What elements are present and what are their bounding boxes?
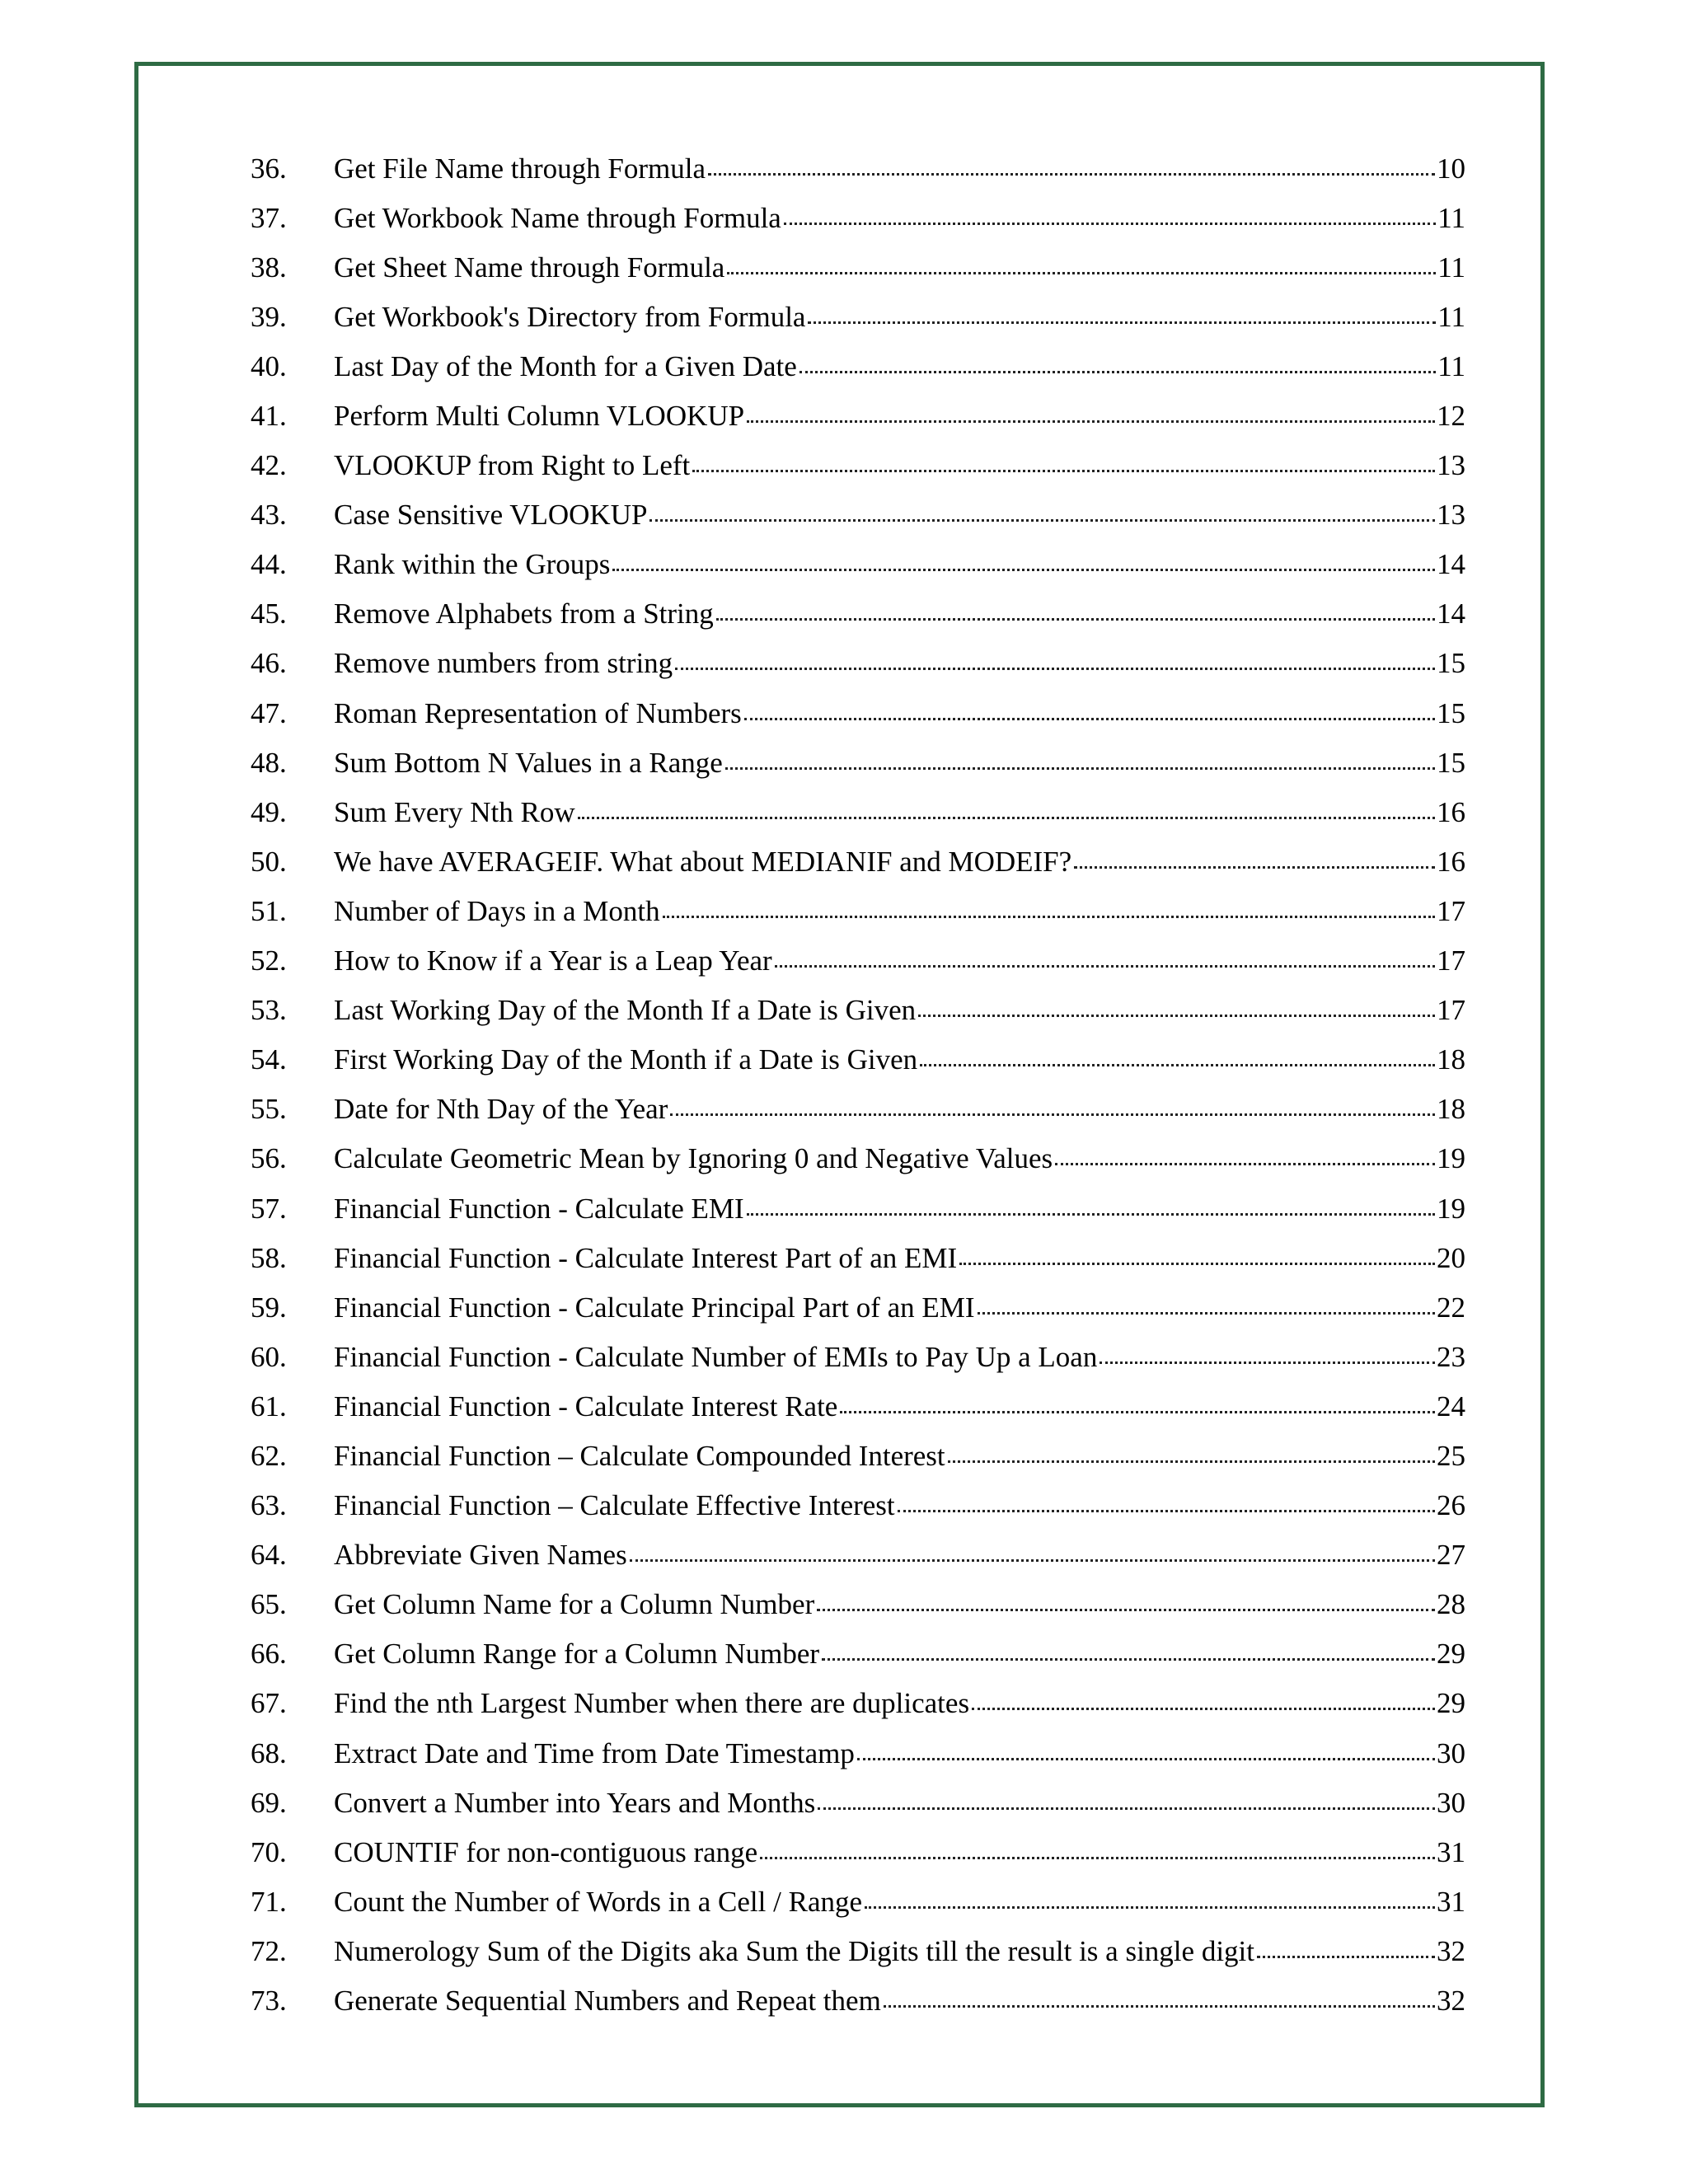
dot-leader <box>784 223 1436 225</box>
toc-entry-line <box>334 499 1465 532</box>
toc-entry-number: 52. <box>251 944 287 977</box>
toc-entry-page-number[interactable]: 20 <box>1437 1241 1465 1274</box>
toc-entry[interactable] <box>0 639 1688 688</box>
toc-entry-title[interactable]: Last Day of the Month for a Given Date <box>334 349 797 382</box>
dot-leader <box>920 1064 1435 1066</box>
toc-entry-line <box>334 1788 1465 1817</box>
dot-leader <box>744 718 1435 720</box>
toc-entry[interactable] <box>0 242 1688 292</box>
toc-entry-line <box>334 253 1465 282</box>
toc-entry-page-number[interactable]: 22 <box>1437 1291 1465 1324</box>
toc-entry-title[interactable]: Get Workbook's Directory from Formula <box>334 300 806 333</box>
toc-entry[interactable] <box>0 1183 1688 1233</box>
toc-entry[interactable] <box>0 1530 1688 1580</box>
toc-entry-title[interactable]: Financial Function - Calculate Interest Rate <box>334 1390 838 1422</box>
toc-entry-line <box>334 302 1465 331</box>
dot-leader <box>708 173 1435 176</box>
toc-entry-page-number[interactable]: 26 <box>1437 1489 1465 1522</box>
toc-entry-title[interactable]: Sum Every Nth Row <box>334 795 575 828</box>
toc-entry-page-number[interactable]: 28 <box>1437 1588 1465 1621</box>
toc-entry-line <box>334 696 1465 729</box>
toc-entry-page-number[interactable]: 11 <box>1437 349 1465 382</box>
toc-entry-number: 39. <box>251 300 287 333</box>
toc-entry-number: 62. <box>251 1439 287 1472</box>
dot-leader <box>1100 1361 1435 1364</box>
toc-entry-line <box>334 1985 1465 2018</box>
toc-entry-number: 47. <box>251 696 287 729</box>
toc-entry-page-number[interactable]: 13 <box>1437 449 1465 482</box>
toc-entry[interactable] <box>0 193 1688 242</box>
toc-entry-page-number[interactable]: 18 <box>1437 1093 1465 1126</box>
toc-entry-title[interactable]: Abbreviate Given Names <box>334 1539 627 1572</box>
toc-entry[interactable] <box>0 1085 1688 1134</box>
toc-entry-line <box>334 1144 1465 1173</box>
toc-entry-number: 45. <box>251 598 287 630</box>
toc-entry[interactable] <box>0 490 1688 540</box>
toc-entry-title[interactable]: Remove Alphabets from a String <box>334 598 714 630</box>
toc-entry-line <box>334 1689 1465 1718</box>
toc-entry-line <box>334 400 1465 433</box>
toc-entry-title[interactable]: Financial Function – Calculate Compounded Interest <box>334 1439 945 1472</box>
toc-entry-title[interactable]: Rank within the Groups <box>334 548 611 581</box>
toc-entry-page-number[interactable]: 14 <box>1437 548 1465 581</box>
toc-entry-page-number[interactable]: 19 <box>1437 1142 1465 1175</box>
toc-entry-line <box>334 1638 1465 1671</box>
toc-entry-page-number[interactable]: 31 <box>1437 1835 1465 1868</box>
toc-entry-page-number[interactable]: 17 <box>1437 894 1465 927</box>
toc-entry-page-number[interactable]: 25 <box>1437 1439 1465 1472</box>
dot-leader <box>959 1263 1435 1265</box>
toc-entry-line <box>334 1194 1465 1223</box>
toc-entry-number: 41. <box>251 400 287 433</box>
toc-entry-line <box>334 894 1465 927</box>
toc-entry-number: 37. <box>251 201 287 234</box>
toc-entry[interactable] <box>0 441 1688 490</box>
toc-entry-number: 72. <box>251 1934 287 1967</box>
toc-entry-title[interactable]: We have AVERAGEIF. What about MEDIANIF and MODEIF? <box>334 845 1072 878</box>
dot-leader <box>884 2005 1435 2008</box>
toc-entry-line <box>334 994 1465 1027</box>
toc-entry-title[interactable]: Calculate Geometric Mean by Ignoring 0 and Negative Values <box>334 1142 1053 1175</box>
dot-leader <box>760 1857 1435 1859</box>
dot-leader <box>692 470 1435 472</box>
dot-leader <box>799 371 1437 373</box>
dot-leader <box>898 1510 1435 1512</box>
toc-entry-page-number[interactable]: 32 <box>1437 1934 1465 1967</box>
toc-entry[interactable] <box>0 1629 1688 1679</box>
toc-entry-number: 70. <box>251 1835 287 1868</box>
toc-entry-title[interactable]: Get Column Range for a Column Number <box>334 1638 820 1671</box>
dot-leader <box>918 1015 1435 1017</box>
toc-entry-number: 71. <box>251 1885 287 1918</box>
toc-entry-title[interactable]: Find the nth Largest Number when there are duplicates <box>334 1687 970 1720</box>
dot-leader <box>948 1460 1435 1463</box>
toc-entry[interactable] <box>0 1134 1688 1183</box>
toc-entry-line <box>334 1590 1465 1619</box>
toc-entry-title[interactable]: Number of Days in a Month <box>334 894 660 927</box>
dot-leader <box>818 1807 1435 1810</box>
toc-entry[interactable] <box>0 391 1688 440</box>
toc-entry-title[interactable]: First Working Day of the Month if a Date is Given <box>334 1043 918 1076</box>
dot-leader <box>840 1411 1435 1413</box>
toc-entry-title[interactable]: Get Column Name for a Column Number <box>334 1588 815 1621</box>
toc-entry-number: 40. <box>251 349 287 382</box>
dot-leader <box>775 965 1435 968</box>
toc-entry-page-number[interactable]: 23 <box>1437 1340 1465 1373</box>
toc-entry[interactable] <box>0 787 1688 837</box>
toc-entry-page-number[interactable]: 30 <box>1437 1736 1465 1769</box>
toc-entry-number: 66. <box>251 1638 287 1671</box>
toc-entry-number: 58. <box>251 1241 287 1274</box>
toc-entry-title[interactable]: Financial Function - Calculate Number of EMIs to Pay Up a Loan <box>334 1340 1098 1373</box>
toc-entry-page-number[interactable]: 24 <box>1437 1390 1465 1422</box>
toc-entry[interactable] <box>0 1381 1688 1431</box>
dot-leader <box>727 272 1436 274</box>
toc-entry-title[interactable]: Perform Multi Column VLOOKUP <box>334 400 745 433</box>
toc-entry[interactable] <box>0 292 1688 341</box>
toc-entry-line <box>334 1835 1465 1868</box>
toc-entry-page-number[interactable]: 15 <box>1437 647 1465 680</box>
toc-entry-line <box>334 847 1465 876</box>
toc-entry-number: 46. <box>251 647 287 680</box>
toc-entry-line <box>334 599 1465 628</box>
toc-entry-number: 43. <box>251 499 287 532</box>
toc-entry[interactable] <box>0 1926 1688 1975</box>
toc-entry-title[interactable]: Get Workbook Name through Formula <box>334 201 781 234</box>
toc-entry-page-number[interactable]: 16 <box>1437 845 1465 878</box>
toc-entry-number: 57. <box>251 1192 287 1225</box>
toc-entry-title[interactable]: Financial Function - Calculate Principal Part of an EMI <box>334 1291 975 1324</box>
toc-entry-line <box>334 349 1465 382</box>
toc-entry-number: 44. <box>251 548 287 581</box>
toc-entry-title[interactable]: Last Working Day of the Month If a Date is Given <box>334 994 917 1027</box>
dot-leader <box>725 767 1435 770</box>
dot-leader <box>747 1213 1435 1216</box>
toc-entry-title[interactable]: Financial Function - Calculate EMI <box>334 1192 744 1225</box>
toc-entry-page-number[interactable]: 17 <box>1437 944 1465 977</box>
toc-entry-page-number[interactable]: 29 <box>1437 1687 1465 1720</box>
dot-leader <box>817 1609 1435 1611</box>
toc-entry-page-number[interactable]: 14 <box>1437 598 1465 630</box>
toc-entry-number: 60. <box>251 1340 287 1373</box>
toc-entry-title[interactable]: How to Know if a Year is a Leap Year <box>334 944 772 977</box>
toc-entry[interactable] <box>0 589 1688 639</box>
toc-entry-line <box>334 946 1465 975</box>
toc-entry-number: 61. <box>251 1390 287 1422</box>
dot-leader <box>630 1559 1435 1562</box>
toc-entry[interactable] <box>0 688 1688 738</box>
dot-leader <box>578 817 1435 819</box>
toc-entry-page-number[interactable]: 17 <box>1437 994 1465 1027</box>
toc-entry[interactable] <box>0 738 1688 787</box>
toc-entry-line <box>334 154 1465 183</box>
toc-entry-line <box>334 1392 1465 1421</box>
toc-entry[interactable] <box>0 1332 1688 1381</box>
toc-entry[interactable] <box>0 1282 1688 1332</box>
toc-entry-page-number[interactable]: 16 <box>1437 795 1465 828</box>
toc-entry-page-number[interactable]: 15 <box>1437 696 1465 729</box>
toc-entry-title[interactable]: COUNTIF for non-contiguous range <box>334 1835 758 1868</box>
toc-entry[interactable] <box>0 986 1688 1035</box>
toc-entry[interactable] <box>0 1035 1688 1085</box>
toc-entry-page-number[interactable]: 11 <box>1437 251 1465 284</box>
toc-entry-page-number[interactable]: 11 <box>1437 201 1465 234</box>
toc-entry-line <box>334 1887 1465 1916</box>
toc-entry-title[interactable]: Case Sensitive VLOOKUP <box>334 499 648 532</box>
toc-entry[interactable] <box>0 1728 1688 1778</box>
toc-entry-line <box>334 1093 1465 1126</box>
toc-entry-page-number[interactable]: 13 <box>1437 499 1465 532</box>
dot-leader <box>612 569 1435 571</box>
toc-entry[interactable] <box>0 936 1688 986</box>
toc-entry-line <box>334 1736 1465 1769</box>
toc-entry-number: 56. <box>251 1142 287 1175</box>
toc-entry-line <box>334 1491 1465 1520</box>
toc-entry-number: 48. <box>251 746 287 779</box>
dot-leader <box>663 916 1435 918</box>
toc-entry-page-number[interactable]: 32 <box>1437 1985 1465 2018</box>
toc-entry-line <box>334 1045 1465 1074</box>
toc-entry-line <box>334 1293 1465 1322</box>
dot-leader <box>808 321 1436 324</box>
dot-leader <box>865 1906 1435 1909</box>
toc-entry[interactable] <box>0 1431 1688 1480</box>
toc-entry-page-number[interactable]: 11 <box>1437 300 1465 333</box>
toc-entry-number: 63. <box>251 1489 287 1522</box>
dot-leader <box>675 668 1435 670</box>
toc-entry-title[interactable]: Count the Number of Words in a Cell / Range <box>334 1885 863 1918</box>
toc-entry-line <box>334 795 1465 828</box>
toc-entry-number: 38. <box>251 251 287 284</box>
toc-entry-title[interactable]: Roman Representation of Numbers <box>334 696 742 729</box>
toc-entry-number: 36. <box>251 152 287 185</box>
toc-entry[interactable] <box>0 837 1688 886</box>
toc-entry-title[interactable]: VLOOKUP from Right to Left <box>334 449 691 482</box>
dot-leader <box>716 618 1435 621</box>
toc-entry-number: 69. <box>251 1786 287 1819</box>
toc-entry-number: 49. <box>251 795 287 828</box>
toc-entry-number: 59. <box>251 1291 287 1324</box>
toc-entry-number: 51. <box>251 894 287 927</box>
dot-leader <box>1055 1163 1435 1165</box>
toc-entry-title[interactable]: Get File Name through Formula <box>334 152 706 185</box>
toc-entry-number: 50. <box>251 845 287 878</box>
toc-entry-number: 64. <box>251 1539 287 1572</box>
toc-entry-line <box>334 1241 1465 1274</box>
toc-entry-title[interactable]: Financial Function - Calculate Interest Part of an EMI <box>334 1241 958 1274</box>
toc-entry-number: 73. <box>251 1985 287 2018</box>
toc-entry[interactable] <box>0 1679 1688 1728</box>
toc-entry-number: 68. <box>251 1736 287 1769</box>
toc-entry[interactable] <box>0 540 1688 589</box>
dot-leader <box>978 1312 1435 1315</box>
toc-entry-number: 54. <box>251 1043 287 1076</box>
toc-entry-page-number[interactable]: 15 <box>1437 746 1465 779</box>
toc-entry-number: 67. <box>251 1687 287 1720</box>
toc-entry-title[interactable]: Date for Nth Day of the Year <box>334 1093 668 1126</box>
toc-entry-page-number[interactable]: 10 <box>1437 152 1465 185</box>
toc-entry-line <box>334 748 1465 777</box>
table-of-contents <box>0 143 1688 2026</box>
toc-entry-page-number[interactable]: 12 <box>1437 400 1465 433</box>
toc-entry-number: 53. <box>251 994 287 1027</box>
toc-entry[interactable] <box>0 341 1688 391</box>
dot-leader <box>822 1658 1435 1661</box>
toc-entry-title[interactable]: Convert a Number into Years and Months <box>334 1786 816 1819</box>
toc-entry-title[interactable]: Get Sheet Name through Formula <box>334 251 725 284</box>
dot-leader <box>857 1758 1435 1760</box>
toc-entry-page-number[interactable]: 30 <box>1437 1786 1465 1819</box>
toc-entry[interactable] <box>0 1877 1688 1926</box>
toc-entry-title[interactable]: Numerology Sum of the Digits aka Sum the Digits till the result is a single digit <box>334 1934 1254 1967</box>
dot-leader <box>1257 1956 1435 1958</box>
toc-entry-line <box>334 1441 1465 1470</box>
toc-entry-line <box>334 550 1465 579</box>
toc-entry-line <box>334 451 1465 480</box>
toc-entry[interactable] <box>0 143 1688 193</box>
dot-leader <box>972 1708 1435 1710</box>
toc-entry-title[interactable]: Extract Date and Time from Date Timestamp <box>334 1736 855 1769</box>
toc-entry-page-number[interactable]: 27 <box>1437 1539 1465 1572</box>
toc-entry-line <box>334 1340 1465 1373</box>
toc-entry-number: 65. <box>251 1588 287 1621</box>
toc-entry-number: 42. <box>251 449 287 482</box>
toc-entry-line <box>334 201 1465 234</box>
toc-entry[interactable] <box>0 1481 1688 1530</box>
toc-entry-page-number[interactable]: 19 <box>1437 1192 1465 1225</box>
toc-entry-number: 55. <box>251 1093 287 1126</box>
toc-entry[interactable] <box>0 1827 1688 1877</box>
dot-leader <box>747 420 1435 423</box>
dot-leader <box>649 519 1435 522</box>
dot-leader <box>670 1113 1435 1116</box>
dot-leader <box>1074 866 1435 869</box>
toc-entry-title[interactable]: Financial Function – Calculate Effective Interest <box>334 1489 895 1522</box>
toc-entry-title[interactable]: Sum Bottom N Values in a Range <box>334 746 723 779</box>
toc-entry-line <box>334 1539 1465 1572</box>
toc-entry-page-number[interactable]: 18 <box>1437 1043 1465 1076</box>
toc-entry[interactable] <box>0 1233 1688 1282</box>
toc-entry-line <box>334 647 1465 680</box>
toc-entry-line <box>334 1934 1465 1967</box>
toc-entry[interactable] <box>0 1975 1688 2025</box>
toc-entry[interactable] <box>0 1580 1688 1629</box>
toc-entry[interactable] <box>0 1778 1688 1827</box>
toc-entry-page-number[interactable]: 29 <box>1437 1638 1465 1671</box>
toc-entry-title[interactable]: Generate Sequential Numbers and Repeat them <box>334 1985 881 2018</box>
toc-entry-page-number[interactable]: 31 <box>1437 1885 1465 1918</box>
toc-entry[interactable] <box>0 886 1688 935</box>
toc-entry-title[interactable]: Remove numbers from string <box>334 647 673 680</box>
